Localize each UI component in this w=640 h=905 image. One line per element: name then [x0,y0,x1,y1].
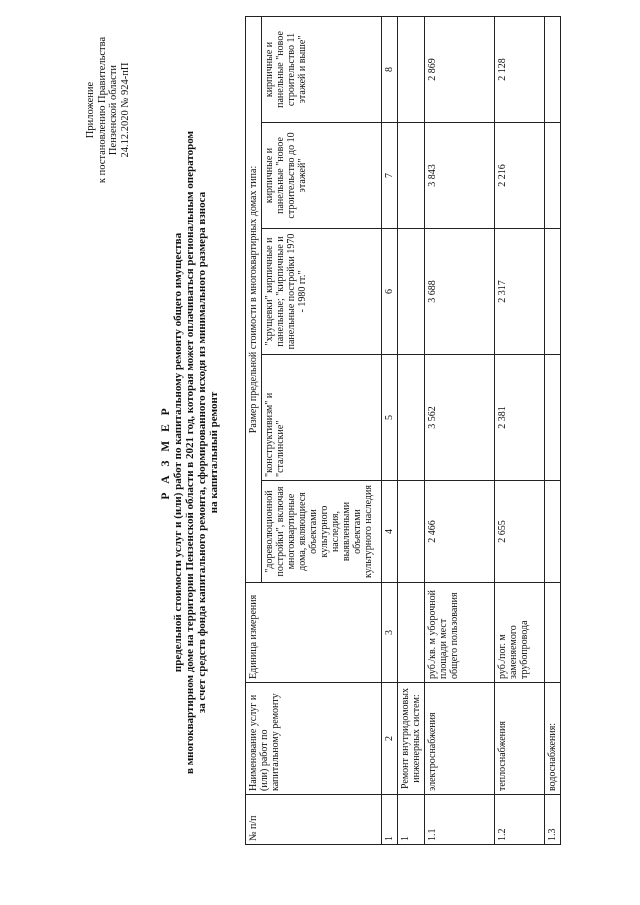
row-name: водоснабжения: [545,683,561,795]
column-number: 4 [382,481,398,583]
header-type: "конструктивизм" и "сталинские" [262,355,382,481]
row-value: 2 317 [495,229,545,355]
row-value: 2 655 [495,481,545,583]
row-value: 3 688 [425,229,495,355]
row-name: теплоснабжения [495,683,545,795]
table-row [425,16,495,844]
column-number: 1 [382,795,398,845]
title-line: в многоквартирном доме на территории Пензенской области в 2021 год, которая может оплачиваться региональным оператором [184,131,196,774]
column-number: 2 [382,683,398,795]
row-name: электроснабжения [425,683,495,795]
header-type: "хрущевки" кирпичные и панельные; "кирпичные и панельные постройки 1970 - 1980 гг." [262,229,382,355]
row-num: 1.1 [425,795,495,845]
row-num: 1.2 [495,795,545,845]
header-group: Размер предельной стоимости в многоквартирных домах типа: [246,16,262,582]
row-unit: руб./пог. м заменяемого трубопровода [495,583,545,683]
table-row [495,16,545,844]
row-num: 1.3 [545,795,561,845]
section-num: 1 [398,795,425,845]
column-number: 3 [382,583,398,683]
appendix-line: к постановлению Правительства [96,36,108,184]
row-value: 2 869 [425,16,495,122]
header-unit: Единица измерения [246,583,382,683]
document-title [160,80,220,825]
row-value: 2 466 [425,481,495,583]
row-value: 2 381 [495,355,545,481]
title-line: за счет средств фонда капитального ремонта, сформированного исходя из минимального размера взноса [196,191,208,714]
row-value: 2 216 [495,123,545,229]
header-name: Наименование услуг и (или) работ по капитальному ремонту [246,683,382,795]
header-type: кирпичные и панельные "новое строительство до 10 этажей" [262,123,382,229]
title-line: на капитальный ремонт [208,391,220,514]
appendix-line: Приложение [85,81,96,139]
appendix-line: 24.12.2020 № 924-пП [119,62,131,158]
header-row [246,16,262,844]
header-type: "дореволюционной постройки", включая многоквартирные дома, являющиеся объектами культурного наследия, выявленными объектами культурного наследия [262,481,382,583]
section-name: Ремонт внутридомовых инженерных систем: [398,683,425,795]
row-value: 3 843 [425,123,495,229]
title-line: предельной стоимости услуг и (или) работ по капитальному ремонту общего имущества [172,232,184,673]
appendix-line: Пензенской области [108,64,119,156]
row-unit: руб./кв. м уборочной площади мест общего пользования [425,583,495,683]
row-value: 2 128 [495,16,545,122]
header-num: № п/п [246,795,382,845]
column-number: 8 [382,16,398,122]
column-number-row [382,16,398,844]
appendix-block [85,35,131,185]
cost-table [245,16,561,845]
column-number: 6 [382,229,398,355]
row-value: 3 562 [425,355,495,481]
section-row [398,16,425,844]
header-type: кирпичные и панельные "новое строительство 11 этажей и выше" [262,16,382,122]
column-number: 7 [382,123,398,229]
table-row [545,16,561,844]
column-number: 5 [382,355,398,481]
title-main: Р А З М Е Р [160,405,172,500]
